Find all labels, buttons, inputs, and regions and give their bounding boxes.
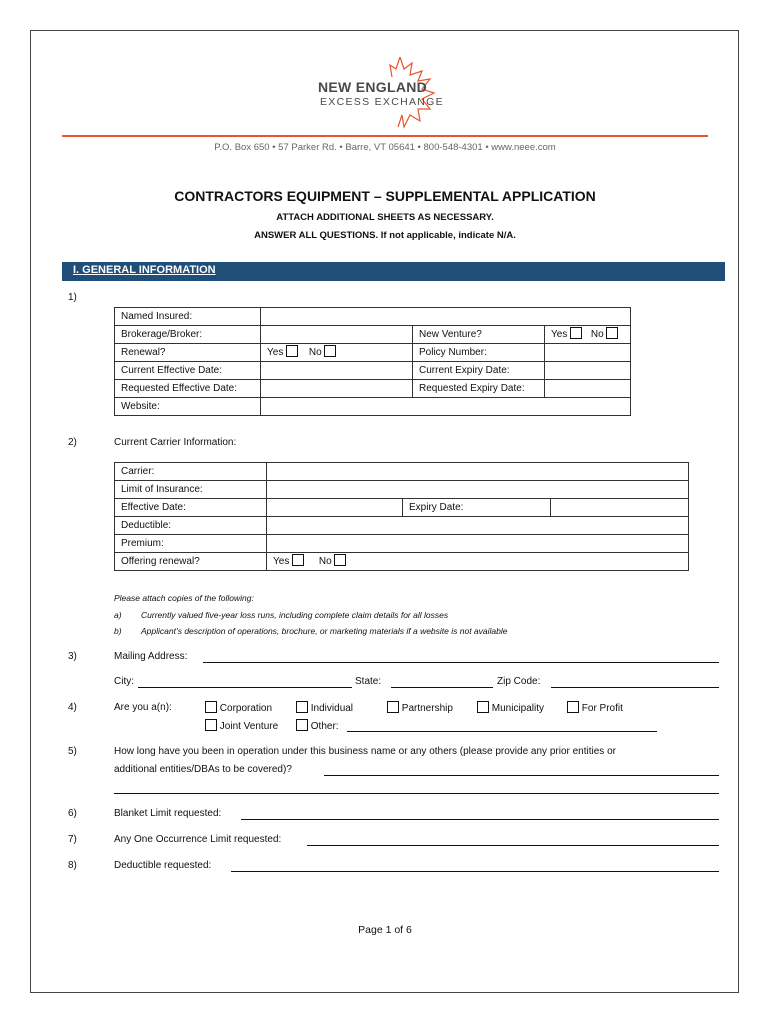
joint-venture-checkbox[interactable]: [205, 719, 217, 731]
new-venture-yes-checkbox[interactable]: [570, 327, 582, 339]
named-insured-label: Named Insured:: [115, 308, 261, 326]
current-expiry-label: Current Expiry Date:: [413, 362, 545, 380]
carrier-label: Carrier:: [115, 463, 267, 481]
other-field[interactable]: [347, 731, 657, 732]
renewal-yes-checkbox[interactable]: [286, 345, 298, 357]
offering-yes-checkbox[interactable]: [292, 554, 304, 566]
other-checkbox[interactable]: [296, 719, 308, 731]
section-title: I. GENERAL INFORMATION: [73, 264, 216, 276]
occurrence-limit-label: Any One Occurrence Limit requested:: [114, 834, 282, 845]
question-number: 7): [68, 834, 77, 845]
operation-question-line1: How long have you been in operation under this business name or any others (please provide any prior entities or: [114, 746, 616, 757]
renewal-options: [261, 344, 413, 362]
option-other[interactable]: [296, 719, 339, 732]
yes-label: Yes: [551, 329, 568, 340]
renewal-label: Renewal?: [115, 344, 261, 362]
state-label: State:: [355, 676, 382, 687]
limit-field[interactable]: [267, 481, 689, 499]
offering-renewal-label: Offering renewal?: [115, 553, 267, 571]
limit-label: Limit of Insurance:: [115, 481, 267, 499]
operation-field-line2[interactable]: [114, 793, 719, 794]
form-subtitle-1: ATTACH ADDITIONAL SHEETS AS NECESSARY.: [276, 212, 494, 223]
yes-label: Yes: [273, 556, 290, 567]
offering-no-checkbox[interactable]: [334, 554, 346, 566]
yes-label: Yes: [267, 347, 284, 358]
option-partnership[interactable]: [387, 701, 453, 714]
current-effective-field[interactable]: [261, 362, 413, 380]
requested-expiry-label: Requested Expiry Date:: [413, 380, 545, 398]
individual-checkbox[interactable]: [296, 701, 308, 713]
premium-label: Premium:: [115, 535, 267, 553]
zip-code-field[interactable]: [551, 687, 719, 688]
municipality-checkbox[interactable]: [477, 701, 489, 713]
brokerage-field[interactable]: [261, 326, 413, 344]
option-individual[interactable]: [296, 701, 353, 714]
deductible-field[interactable]: [267, 517, 689, 535]
company-logo: [318, 55, 448, 129]
header-divider: [62, 135, 708, 137]
renewal-no-checkbox[interactable]: [324, 345, 336, 357]
option-joint-venture[interactable]: [205, 719, 278, 732]
partnership-checkbox[interactable]: [387, 701, 399, 713]
deductible-requested-label: Deductible requested:: [114, 860, 212, 871]
joint-venture-label: Joint Venture: [219, 721, 279, 732]
state-field[interactable]: [391, 687, 493, 688]
general-info-table: [114, 307, 631, 416]
expiry-date-label: Expiry Date:: [403, 499, 551, 517]
company-address: P.O. Box 650 • 57 Parker Rd. • Barre, VT 05641 • 800-548-4301 • www.neee.com: [214, 142, 556, 153]
carrier-field[interactable]: [267, 463, 689, 481]
section-header: [62, 262, 725, 281]
form-title: CONTRACTORS EQUIPMENT – SUPPLEMENTAL APPLICATION: [174, 188, 596, 204]
form-subtitle-2: ANSWER ALL QUESTIONS. If not applicable, indicate N/A.: [254, 230, 516, 241]
no-label: No: [308, 347, 322, 358]
attach-a-text: Currently valued five-year loss runs, including complete claim details for all losses: [141, 610, 449, 620]
no-label: No: [590, 329, 604, 340]
website-label: Website:: [115, 398, 261, 416]
attach-a-letter: a): [114, 610, 122, 620]
attach-b-letter: b): [114, 626, 122, 636]
requested-effective-field[interactable]: [261, 380, 413, 398]
requested-effective-label: Requested Effective Date:: [115, 380, 261, 398]
carrier-table: [114, 462, 689, 571]
partnership-label: Partnership: [401, 703, 453, 714]
effective-date-field[interactable]: [267, 499, 403, 517]
carrier-info-label: Current Carrier Information:: [114, 437, 237, 448]
logo-line1: NEW ENGLAND: [318, 79, 428, 95]
city-label: City:: [114, 676, 134, 687]
operation-field[interactable]: [324, 775, 719, 776]
brokerage-label: Brokerage/Broker:: [115, 326, 261, 344]
attach-b-text: Applicant’s description of operations, brochure, or marketing materials if a website is not available: [141, 626, 508, 636]
deductible-requested-field[interactable]: [231, 871, 719, 872]
municipality-label: Municipality: [491, 703, 545, 714]
question-number: 1): [68, 292, 77, 303]
option-municipality[interactable]: [477, 701, 544, 714]
corporation-checkbox[interactable]: [205, 701, 217, 713]
city-field[interactable]: [138, 687, 352, 688]
blanket-limit-field[interactable]: [241, 819, 719, 820]
requested-expiry-field[interactable]: [545, 380, 631, 398]
new-venture-options: [545, 326, 631, 344]
expiry-date-field[interactable]: [551, 499, 689, 517]
blanket-limit-label: Blanket Limit requested:: [114, 808, 222, 819]
effective-date-label: Effective Date:: [115, 499, 267, 517]
policy-number-label: Policy Number:: [413, 344, 545, 362]
entity-type-label: Are you a(n):: [114, 702, 172, 713]
named-insured-field[interactable]: [261, 308, 631, 326]
question-number: 2): [68, 437, 77, 448]
question-number: 5): [68, 746, 77, 757]
corporation-label: Corporation: [219, 703, 273, 714]
mailing-address-label: Mailing Address:: [114, 651, 188, 662]
individual-label: Individual: [310, 703, 354, 714]
offering-renewal-options: [267, 553, 689, 571]
no-label: No: [318, 556, 332, 567]
website-field[interactable]: [261, 398, 631, 416]
for-profit-label: For Profit: [581, 703, 623, 714]
logo-line2: EXCESS EXCHANGE: [320, 96, 444, 108]
occurrence-limit-field[interactable]: [307, 845, 719, 846]
operation-question-line2: additional entities/DBAs to be covered)?: [114, 764, 292, 775]
new-venture-label: New Venture?: [413, 326, 545, 344]
zip-code-label: Zip Code:: [497, 676, 541, 687]
attach-intro: Please attach copies of the following:: [114, 593, 254, 603]
policy-number-field[interactable]: [545, 344, 631, 362]
question-number: 8): [68, 860, 77, 871]
other-label: Other:: [310, 721, 339, 732]
new-venture-no-checkbox[interactable]: [606, 327, 618, 339]
mailing-address-field[interactable]: [203, 662, 719, 663]
page-number: Page 1 of 6: [358, 924, 412, 936]
option-corporation[interactable]: [205, 701, 272, 714]
current-effective-label: Current Effective Date:: [115, 362, 261, 380]
deductible-label: Deductible:: [115, 517, 267, 535]
question-number: 6): [68, 808, 77, 819]
question-number: 3): [68, 651, 77, 662]
current-expiry-field[interactable]: [545, 362, 631, 380]
premium-field[interactable]: [267, 535, 689, 553]
for-profit-checkbox[interactable]: [567, 701, 579, 713]
option-for-profit[interactable]: [567, 701, 623, 714]
question-number: 4): [68, 702, 77, 713]
